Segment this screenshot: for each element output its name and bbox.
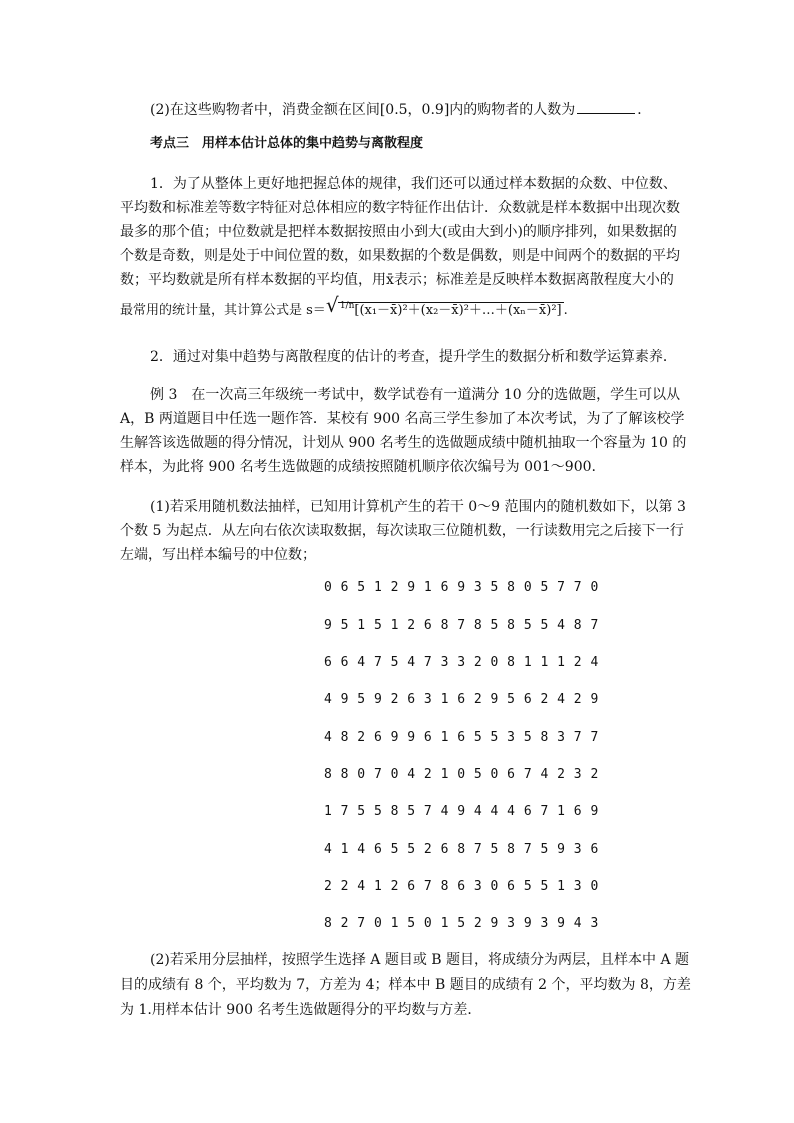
question-2-prev [150, 99, 651, 120]
formula-prefix: 最常用的统计量，其计算公式是 s＝ [120, 303, 326, 318]
random-number-row: 4 1 4 6 5 5 2 6 8 7 5 8 7 5 9 3 6 [324, 842, 599, 857]
random-number-row: 2 2 4 1 2 6 7 8 6 3 0 6 5 5 1 3 0 [324, 879, 599, 894]
question-end: ． [637, 102, 652, 118]
point1-line: 平均数和标准差等数字特征对总体相应的数字特征作出估计．众数就是样本数据中出现次数 [120, 200, 680, 216]
q2-line: 为 1.用样本估计 900 名考生选做题得分的平均数与方差． [120, 1002, 482, 1018]
formula-body: [(x₁－x̄)²＋(x₂－x̄)²＋…＋(xₙ－x̄)²] [354, 303, 562, 318]
example3-line: 生解答该选做题的得分情况，计划从 900 名考生的选做题成绩中随机抽取一个容量为 10 的 [120, 435, 687, 451]
std-formula-line [120, 293, 568, 322]
random-number-row: 0 6 5 1 2 9 1 6 9 3 5 8 0 5 7 7 0 [324, 580, 599, 595]
random-number-row: 1 7 5 5 8 5 7 4 9 4 4 4 6 7 1 6 9 [324, 804, 599, 819]
sqrt-body [338, 302, 564, 318]
point1-line: 个数是奇数，则是处于中间位置的数，如果数据的个数是偶数，则是中间两个的数据的平均 [120, 248, 680, 264]
q1-line: 左端，写出样本编号的中位数； [120, 547, 316, 563]
sqrt-symbol: √ [325, 293, 339, 317]
example3-line: A，B 两道题目中任选一题作答．某校有 900 名高三学生参加了本次考试，为了了解该校学 [120, 411, 685, 427]
section-heading: 考点三 用样本估计总体的集中趋势与离散程度 [150, 136, 424, 151]
example3-line: 例 3 在一次高三年级统一考试中，数学试卷有一道满分 10 分的选做题，学生可以从 [150, 387, 681, 403]
point1-line: 1．为了从整体上更好地把握总体的规律，我们还可以通过样本数据的众数、中位数、 [150, 176, 677, 192]
point2-text: 2．通过对集中趋势与离散程度的估计的考查，提升学生的数据分析和数学运算素养． [150, 349, 677, 365]
formula-end: . [563, 303, 568, 318]
sqrt-expression [325, 293, 564, 322]
question-text: (2)在这些购物者中，消费金额在区间[0.5，0.9]内的购物者的人数为 [150, 102, 576, 118]
random-number-row: 8 8 0 7 0 4 2 1 0 5 0 6 7 4 2 3 2 [324, 767, 599, 782]
q1-line: 个数 5 为起点．从左向右依次读取数据，每次读取三位随机数，一行读数用完之后接下一行 [120, 523, 684, 539]
answer-blank [577, 99, 635, 114]
random-number-row: 9 5 1 5 1 2 6 8 7 8 5 8 5 5 4 8 7 [324, 618, 599, 633]
point1-line: 最多的那个值；中位数就是把样本数据按照由小到大(或由大到小)的顺序排列，如果数据的 [120, 224, 677, 240]
random-number-row: 8 2 7 0 1 5 0 1 5 2 9 3 9 3 9 4 3 [324, 916, 599, 931]
q2-line: (2)若采用分层抽样，按照学生选择 A 题目或 B 题目，将成绩分为两层，且样本中 A 题 [150, 952, 690, 968]
formula-fraction: 1/n [339, 301, 355, 311]
q1-line: (1)若采用随机数法抽样，已知用计算机产生的若干 0～9 范围内的随机数如下，以第 3 [150, 499, 686, 515]
example3-line: 样本，为此将 900 名考生选做题的成绩按照随机顺序依次编号为 001～900. [120, 459, 596, 475]
point1-line: 数；平均数就是所有样本数据的平均值，用x̄表示；标准差是反映样本数据离散程度大小的 [120, 272, 674, 288]
q2-line: 目的成绩有 8 个，平均数为 7，方差为 4；样本中 B 题目的成绩有 2 个，平均数为 8，方差 [120, 977, 691, 993]
random-number-row: 4 9 5 9 2 6 3 1 6 2 9 5 6 2 4 2 9 [324, 692, 599, 707]
random-number-row: 4 8 2 6 9 9 6 1 6 5 5 3 5 8 3 7 7 [324, 730, 599, 745]
random-number-row: 6 6 4 7 5 4 7 3 3 2 0 8 1 1 1 2 4 [324, 655, 599, 670]
